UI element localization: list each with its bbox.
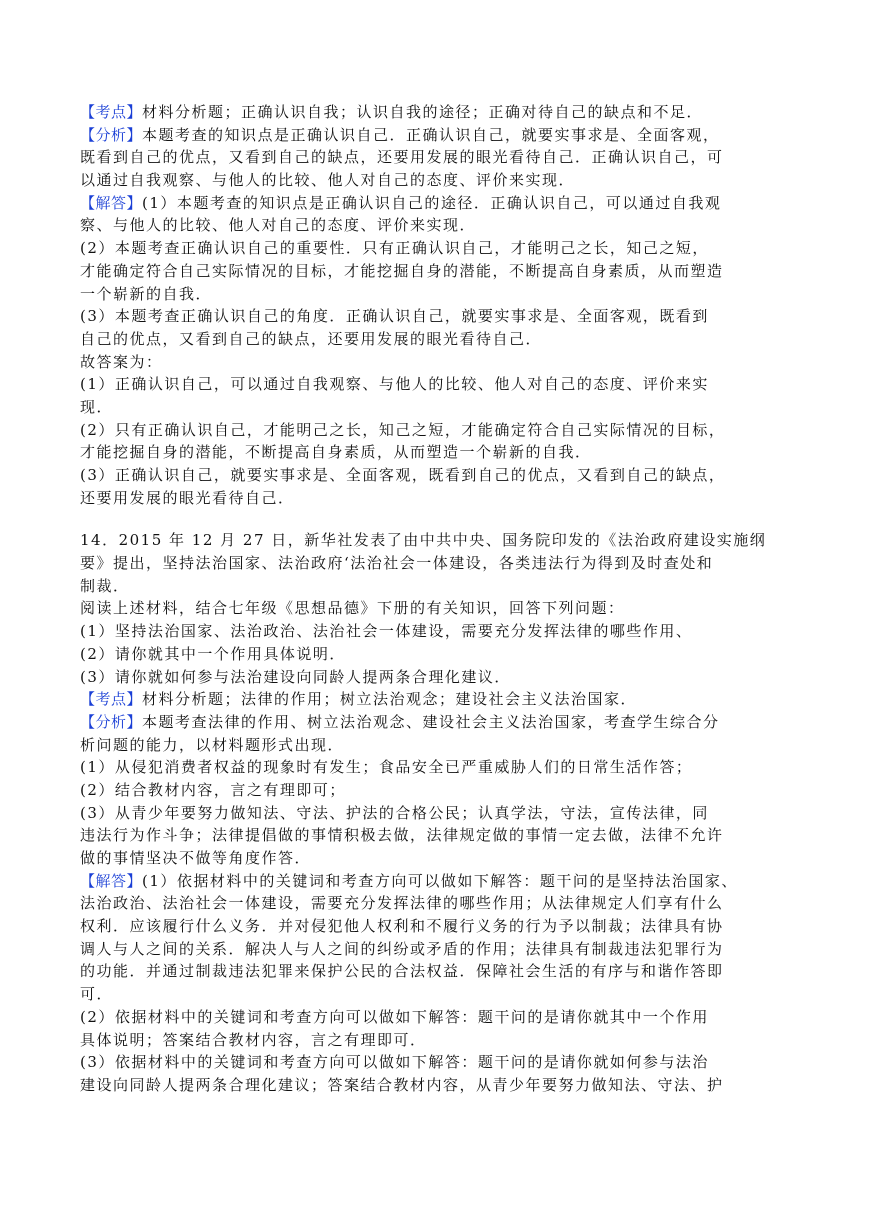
line-text: 既看到自己的优点，又看到自己的缺点，还要用发展的眼光看待自己．正确认识自己，可 [80, 148, 724, 167]
text-line [80, 960, 793, 983]
line-text: 权利．应该履行什么义务．并对侵犯他人权利和不履行义务的行为予以制裁；法律具有协 [80, 917, 724, 936]
text-line [80, 575, 793, 598]
text-line [80, 983, 793, 1006]
question-block-q14 [80, 529, 793, 1096]
line-text: 材料分析题；法律的作用；树立法治观念；建设社会主义法治国家． [142, 690, 638, 709]
line-text: 具体说明；答案结合教材内容，言之有理即可． [80, 1030, 427, 1049]
line-text: (3）请你就如何参与法治建设向同龄人提两条合理化建议． [80, 667, 511, 686]
line-text: (2）依据材料中的关键词和考查方向可以做如下解答：题干问的是请你就其中一个作用 [80, 1007, 709, 1026]
section-tag: 【分析】 [80, 125, 143, 144]
line-text: 材料分析题；正确认识自我；认识自我的途径；正确对待自己的缺点和不足． [142, 103, 704, 121]
text-line [80, 373, 793, 396]
section-tag: 【考点】 [80, 103, 143, 121]
text-line [80, 1074, 793, 1097]
line-text: (3）本题考查正确认识自己的角度．正确认识自己，就要实事求是、全面客观，既看到 [80, 307, 709, 326]
text-line [80, 260, 793, 283]
text-line [80, 1051, 793, 1074]
section-tag: 【考点】 [80, 690, 143, 709]
line-text: 才能挖掘自身的潜能，不断提高自身素质，从而塑造一个崭新的自我． [80, 443, 592, 462]
text-line [80, 396, 793, 419]
line-text: 阅读上述材料，结合七年级《思想品德》下册的有关知识，回答下列问题： [80, 599, 625, 618]
section-tag: 【分析】 [80, 712, 143, 731]
text-line [80, 870, 793, 893]
line-text: (3）从青少年要努力做知法、守法、护法的合格公民；认真学法，守法，宣传法律，同 [80, 803, 709, 822]
text-line [80, 756, 793, 779]
text-line [80, 1006, 793, 1029]
line-text: 违法行为作斗争；法律提倡做的事情积极去做，法律规定做的事情一定去做，法律不允许 [80, 826, 724, 845]
line-text: (1）本题考查的知识点是正确认识自己的途径．正确认识自己，可以通过自我观 [142, 193, 722, 212]
text-line [80, 464, 793, 487]
text-line [80, 824, 793, 847]
text-line [80, 711, 793, 734]
line-text: 自己的优点，又看到自己的缺点，还要用发展的眼光看待自己． [80, 329, 543, 348]
text-line [80, 779, 793, 802]
text-line [80, 351, 793, 374]
text-line [80, 666, 793, 689]
text-line [80, 529, 793, 552]
line-text: (1）正确认识自己，可以通过自我观察、与他人的比较、他人对自己的态度、评价来实 [80, 375, 709, 394]
line-text: 的功能．并通过制裁违法犯罪来保护公民的合法权益．保障社会生活的有序与和谐作答即 [80, 962, 724, 981]
line-text: (2）本题考查正确认识自己的重要性．只有正确认识自己，才能明己之长，知己之短， [80, 239, 709, 258]
line-text: 法治政治、法治社会一体建设，需要充分发挥法律的哪些作用；从法律规定人们享有什么 [80, 894, 724, 913]
text-line [80, 419, 793, 442]
text-line [80, 214, 793, 237]
text-line [80, 802, 793, 825]
text-line [80, 283, 793, 306]
line-text: 才能确定符合自己实际情况的目标，才能挖掘自身的潜能，不断提高自身素质，从而塑造 [80, 261, 724, 280]
text-line [80, 441, 793, 464]
text-line [80, 1029, 793, 1052]
line-text: 要》提出，坚持法治国家、法治政府‘法治社会一体建设，各类违法行为得到及时查处和 [80, 554, 714, 573]
line-text: 做的事情坚决不做等角度作答． [80, 849, 312, 867]
text-line [80, 892, 793, 915]
text-line [80, 146, 793, 169]
line-text: (2）结合教材内容，言之有理即可； [80, 780, 346, 799]
line-text: 调人与人之间的关系．解决人与人之间的纠纷或矛盾的作用；法律具有制裁违法犯罪行为 [80, 939, 724, 958]
line-text: 本题考查的知识点是正确认识自己．正确认识自己，就要实事求是、全面客观， [142, 125, 720, 144]
text-line [80, 124, 793, 147]
line-text: (2）只有正确认识自己，才能明己之长，知己之短，才能确定符合自己实际情况的目标， [80, 420, 726, 439]
line-text: 可． [80, 985, 114, 1004]
line-text: 析问题的能力，以材料题形式出现． [80, 735, 345, 754]
text-line [80, 101, 793, 124]
document-page [80, 101, 793, 1097]
line-text: 察、与他人的比较、他人对自己的态度、评价来实现． [80, 216, 477, 235]
line-text: (1）坚持法治国家、法治政治、法治社会一体建设，需要充分发挥法律的哪些作用、 [80, 622, 693, 641]
text-line [80, 328, 793, 351]
text-line [80, 487, 793, 510]
section-tag: 【解答】 [80, 871, 143, 890]
line-text: (2）请你就其中一个作用具体说明． [80, 644, 346, 663]
text-line [80, 915, 793, 938]
line-text: 故答案为： [80, 352, 163, 371]
text-line [80, 305, 793, 328]
line-text: 一个崭新的自我． [80, 284, 213, 303]
line-text: (3）依据材料中的关键词和考查方向可以做如下解答：题干问的是请你就如何参与法治 [80, 1053, 709, 1072]
text-line [80, 237, 793, 260]
section-tag: 【解答】 [80, 193, 143, 212]
answer-block-q13 [80, 101, 793, 509]
line-text: (3）正确认识自己，就要实事求是、全面客观，既看到自己的优点，又看到自己的缺点， [80, 466, 726, 484]
line-text: 制裁． [80, 576, 130, 595]
text-line [80, 620, 793, 643]
line-text: (1）依据材料中的关键词和考查方向可以做如下解答：题干问的是坚持法治国家、 [142, 871, 738, 890]
line-text: 还要用发展的眼光看待自己． [80, 488, 295, 507]
text-line [80, 552, 793, 575]
text-line [80, 192, 793, 215]
line-text: 现． [80, 397, 114, 416]
text-line [80, 169, 793, 192]
line-text: 本题考查法律的作用、树立法治观念、建设社会主义法治国家，考查学生综合分 [142, 712, 720, 731]
text-line [80, 688, 793, 711]
line-text: 建设向同龄人提两条合理化建议；答案结合教材内容，从青少年要努力做知法、守法、护 [80, 1075, 724, 1094]
text-line [80, 734, 793, 757]
text-line [80, 847, 793, 870]
line-text: (1）从侵犯消费者权益的现象时有发生；食品安全已严重威胁人们的日常生活作答； [80, 758, 693, 777]
section-gap [80, 509, 793, 529]
text-line [80, 597, 793, 620]
text-line [80, 643, 793, 666]
line-text: 以通过自我观察、与他人的比较、他人对自己的态度、评价来实现． [80, 171, 576, 190]
line-text: 14．2015 年 12 月 27 日，新华社发表了由中共中央、国务院印发的《法治政府建设实施纲 [80, 531, 767, 550]
text-line [80, 938, 793, 961]
